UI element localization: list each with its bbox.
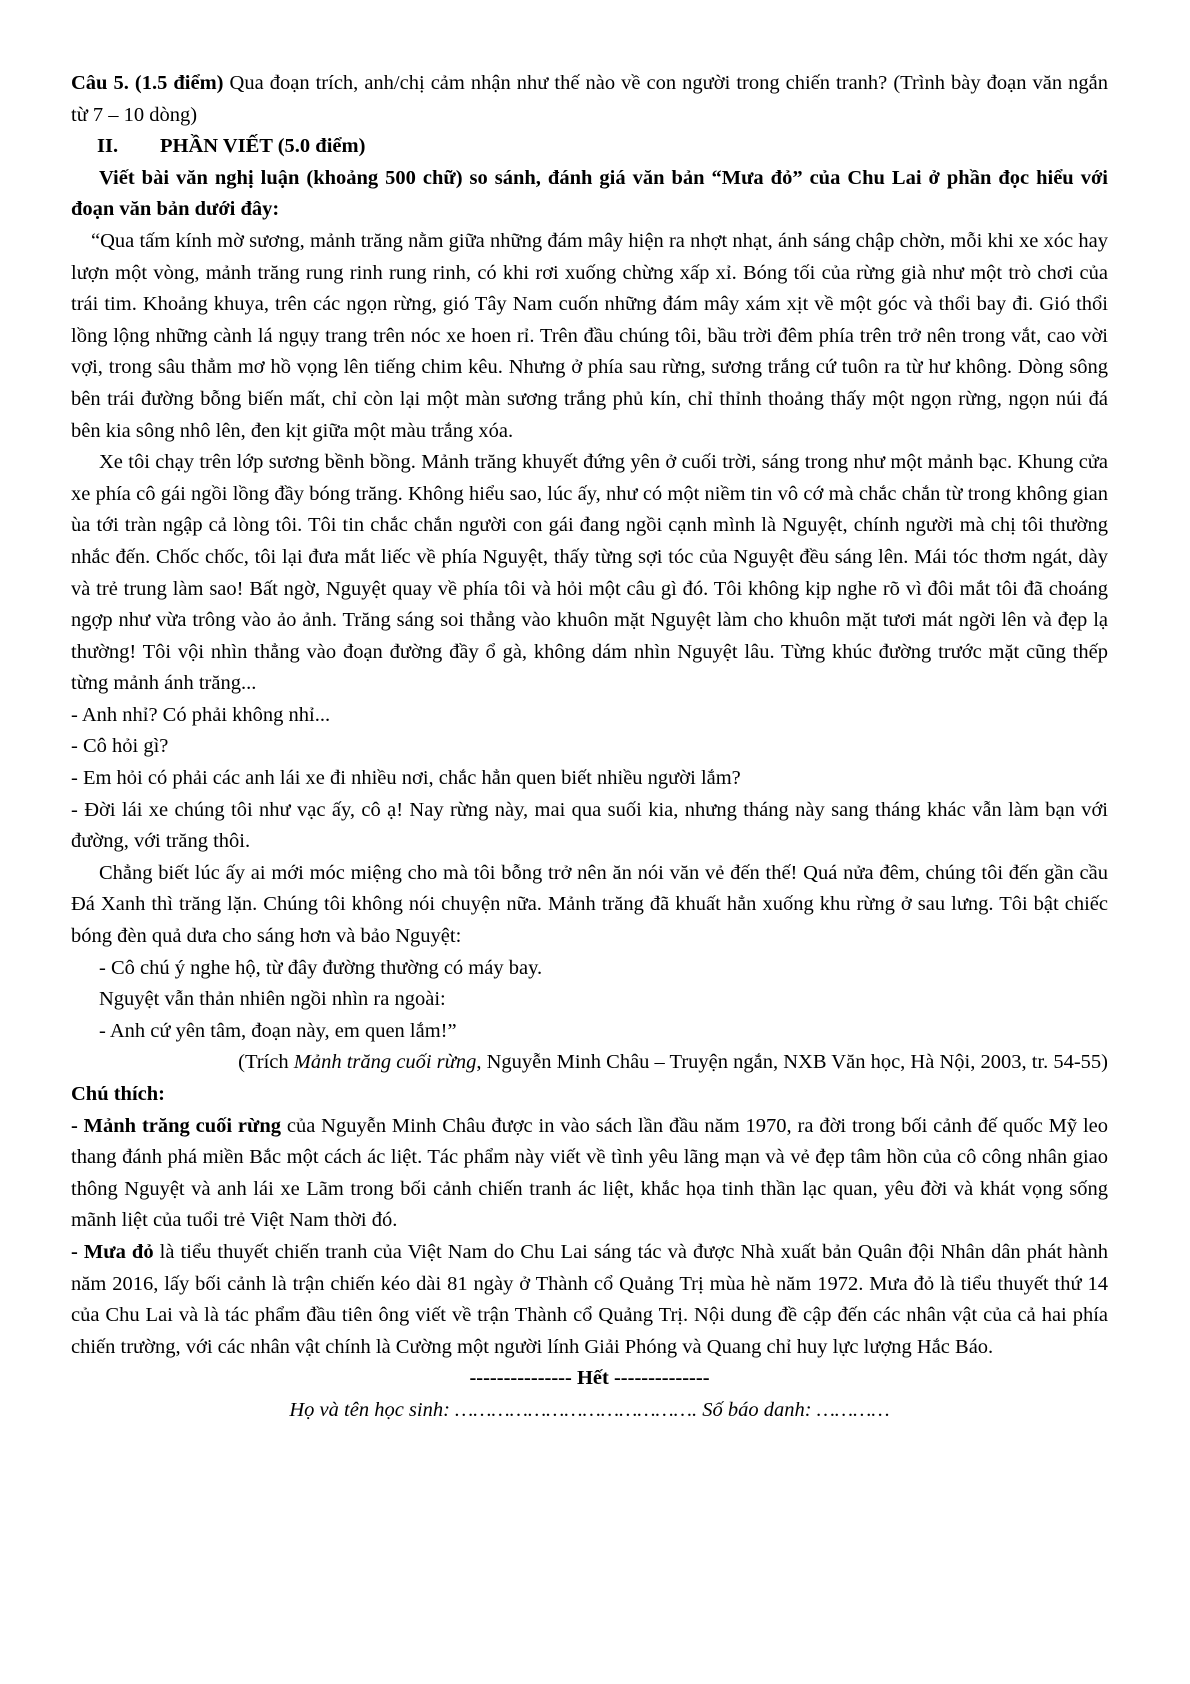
- dialogue-line-4: - Đời lái xe chúng tôi như vạc ấy, cô ạ! Nay rừng này, mai qua suối kia, nhưng tháng này sang tháng khác vẫn làm bạn với đường, với trăng thôi.: [71, 798, 1108, 853]
- question-5-text: Qua đoạn trích, anh/chị cảm nhận như thế nào về con người trong chiến tranh? (Trình bày đoạn văn ngắn từ 7 – 10 dòng): [71, 72, 1108, 126]
- dialogue-line-1: - Anh nhỉ? Có phải không nhỉ...: [71, 703, 331, 726]
- dialogue-line-6: - Anh cứ yên tâm, đoạn này, em quen lắm!”: [99, 1019, 457, 1042]
- student-info-footer: Họ và tên học sinh: …………………………………. Số báo danh: …………: [289, 1398, 890, 1421]
- dialogue-line-3: - Em hỏi có phải các anh lái xe đi nhiều nơi, chắc hẳn quen biết nhiều người lắm?: [71, 767, 741, 790]
- note-2-title: - Mưa đỏ: [71, 1240, 154, 1263]
- question-5-label: Câu 5. (1.5 điểm): [71, 72, 224, 94]
- notes-heading: Chú thích:: [71, 1083, 165, 1105]
- section-title: PHẦN VIẾT (5.0 điểm): [160, 135, 366, 158]
- question-5: [71, 68, 1108, 131]
- dialogue-line-2: - Cô hỏi gì?: [71, 735, 169, 758]
- note-2: [71, 1237, 1108, 1363]
- citation: [71, 1047, 1108, 1079]
- section-heading: [97, 131, 1108, 163]
- citation-title: Mảnh trăng cuối rừng: [293, 1051, 477, 1074]
- section-number: II.: [97, 135, 119, 158]
- citation-rest: , Nguyễn Minh Châu – Truyện ngắn, NXB Văn học, Hà Nội, 2003, tr. 54-55): [476, 1051, 1108, 1074]
- note-1-text: của Nguyễn Minh Châu được in vào sách lần đầu năm 1970, ra đời trong bối cảnh đế quốc Mỹ leo thang đánh phá miền Bắc một cách ác liệt. Tác phẩm này viết về tình yêu lãng mạn và vẻ đẹp tâm hồn của cô công nhân giao thông Nguyệt và anh lái xe Lãm trong bối cảnh chiến tranh ác liệt, khắc họa tinh thần lạc quan, yêu đời và khát vọng sống mãnh liệt của tuổi trẻ Việt Nam thời đó.: [71, 1114, 1108, 1232]
- note-2-text: là tiểu thuyết chiến tranh của Việt Nam do Chu Lai sáng tác và được Nhà xuất bản Quân đội Nhân dân phát hành năm 2016, lấy bối cảnh là trận chiến kéo dài 81 ngày ở Thành cổ Quảng Trị mùa hè năm 1972. Mưa đỏ là tiểu thuyết thứ 14 của Chu Lai và là tác phẩm đầu tiên ông viết về trận Thành cổ Quảng Trị. Nội dung đề cập đến các nhân vật của cả hai phía chiến trường, với các nhân vật chính là Cường một người lính Giải Phóng và Quang chỉ huy lực lượng Hắc Báo.: [71, 1240, 1108, 1358]
- writing-prompt: Viết bài văn nghị luận (khoảng 500 chữ) so sánh, đánh giá văn bản “Mưa đỏ” của Chu Lai ở phần đọc hiểu với đoạn văn bản dưới đây:: [71, 166, 1108, 221]
- note-1-title: - Mảnh trăng cuối rừng: [71, 1114, 281, 1137]
- passage-paragraph-4: Nguyệt vẫn thản nhiên ngồi nhìn ra ngoài:: [99, 988, 446, 1011]
- dialogue-line-5: - Cô chú ý nghe hộ, từ đây đường thường có máy bay.: [99, 956, 543, 979]
- passage-paragraph-3: Chẳng biết lúc ấy ai mới móc miệng cho mà tôi bỗng trở nên ăn nói văn vẻ đến thế! Quá nửa đêm, chúng tôi đến gần cầu Đá Xanh thì trăng lặn. Chúng tôi không nói chuyện nữa. Mảnh trăng đã khuất hẳn xuống khu rừng ở sau lưng. Tôi bật chiếc bóng đèn quả dưa cho sáng hơn và bảo Nguyệt:: [71, 861, 1108, 948]
- citation-prefix: (Trích: [238, 1051, 294, 1074]
- end-mark: --------------- Hết --------------: [469, 1367, 710, 1390]
- passage-paragraph-1: “Qua tấm kính mờ sương, mảnh trăng nằm giữa những đám mây hiện ra nhợt nhạt, ánh sáng chập chờn, mỗi khi xe xóc hay lượn một vòng, mảnh trăng rung rinh rung rinh, có khi rơi xuống chừng xấp xỉ. Bóng tối của rừng già như một trò chơi của trái tim. Khoảng khuya, trên các ngọn rừng, gió Tây Nam cuốn những đám mây xám xịt về một góc và thổi bay đi. Gió thổi lồng lộng những cành lá ngụy trang trên nóc xe hoen rỉ. Trên đầu chúng tôi, bầu trời đêm phía trên trở nên trong vắt, cao vời vợi, trong sâu thẳm mơ hồ vọng lên tiếng chim kêu. Nhưng ở phía sau rừng, sương trắng cứ tuôn ra từ hư không. Dòng sông bên trái đường bỗng biến mất, chỉ còn lại một màn sương trắng phủ kín, chỉ thỉnh thoảng thấy một ngọn rừng, ngọn núi đá bên kia sông nhô lên, đen kịt giữa một màu trắng xóa.: [71, 229, 1108, 442]
- passage-paragraph-2: Xe tôi chạy trên lớp sương bềnh bồng. Mảnh trăng khuyết đứng yên ở cuối trời, sáng trong như một mảnh bạc. Khung cửa xe phía cô gái ngồi lồng đầy bóng trăng. Không hiểu sao, lúc ấy, như có một niềm tin vô cớ mà chắc chắn từ trong không gian ùa tới tràn ngập cả lòng tôi. Tôi tin chắc chắn người con gái đang ngồi cạnh mình là Nguyệt, chính người mà chị tôi thường nhắc đến. Chốc chốc, tôi lại đưa mắt liếc về phía Nguyệt, thấy từng sợi tóc của Nguyệt đều sáng lên. Mái tóc thơm ngát, dày và trẻ trung làm sao! Bất ngờ, Nguyệt quay về phía tôi và hỏi một câu gì đó. Tôi không kịp nghe rõ vì đôi mắt tôi đã choáng ngợp như vừa trông vào ảo ảnh. Trăng sáng soi thẳng vào khuôn mặt Nguyệt làm cho khuôn mặt tươi mát ngời lên và đẹp lạ thường! Tôi vội nhìn thẳng vào đoạn đường đầy ổ gà, không dám nhìn Nguyệt lâu. Từng khúc đường trước mặt cũng thếp từng mảnh ánh trăng...: [71, 451, 1108, 695]
- note-1: [71, 1111, 1108, 1237]
